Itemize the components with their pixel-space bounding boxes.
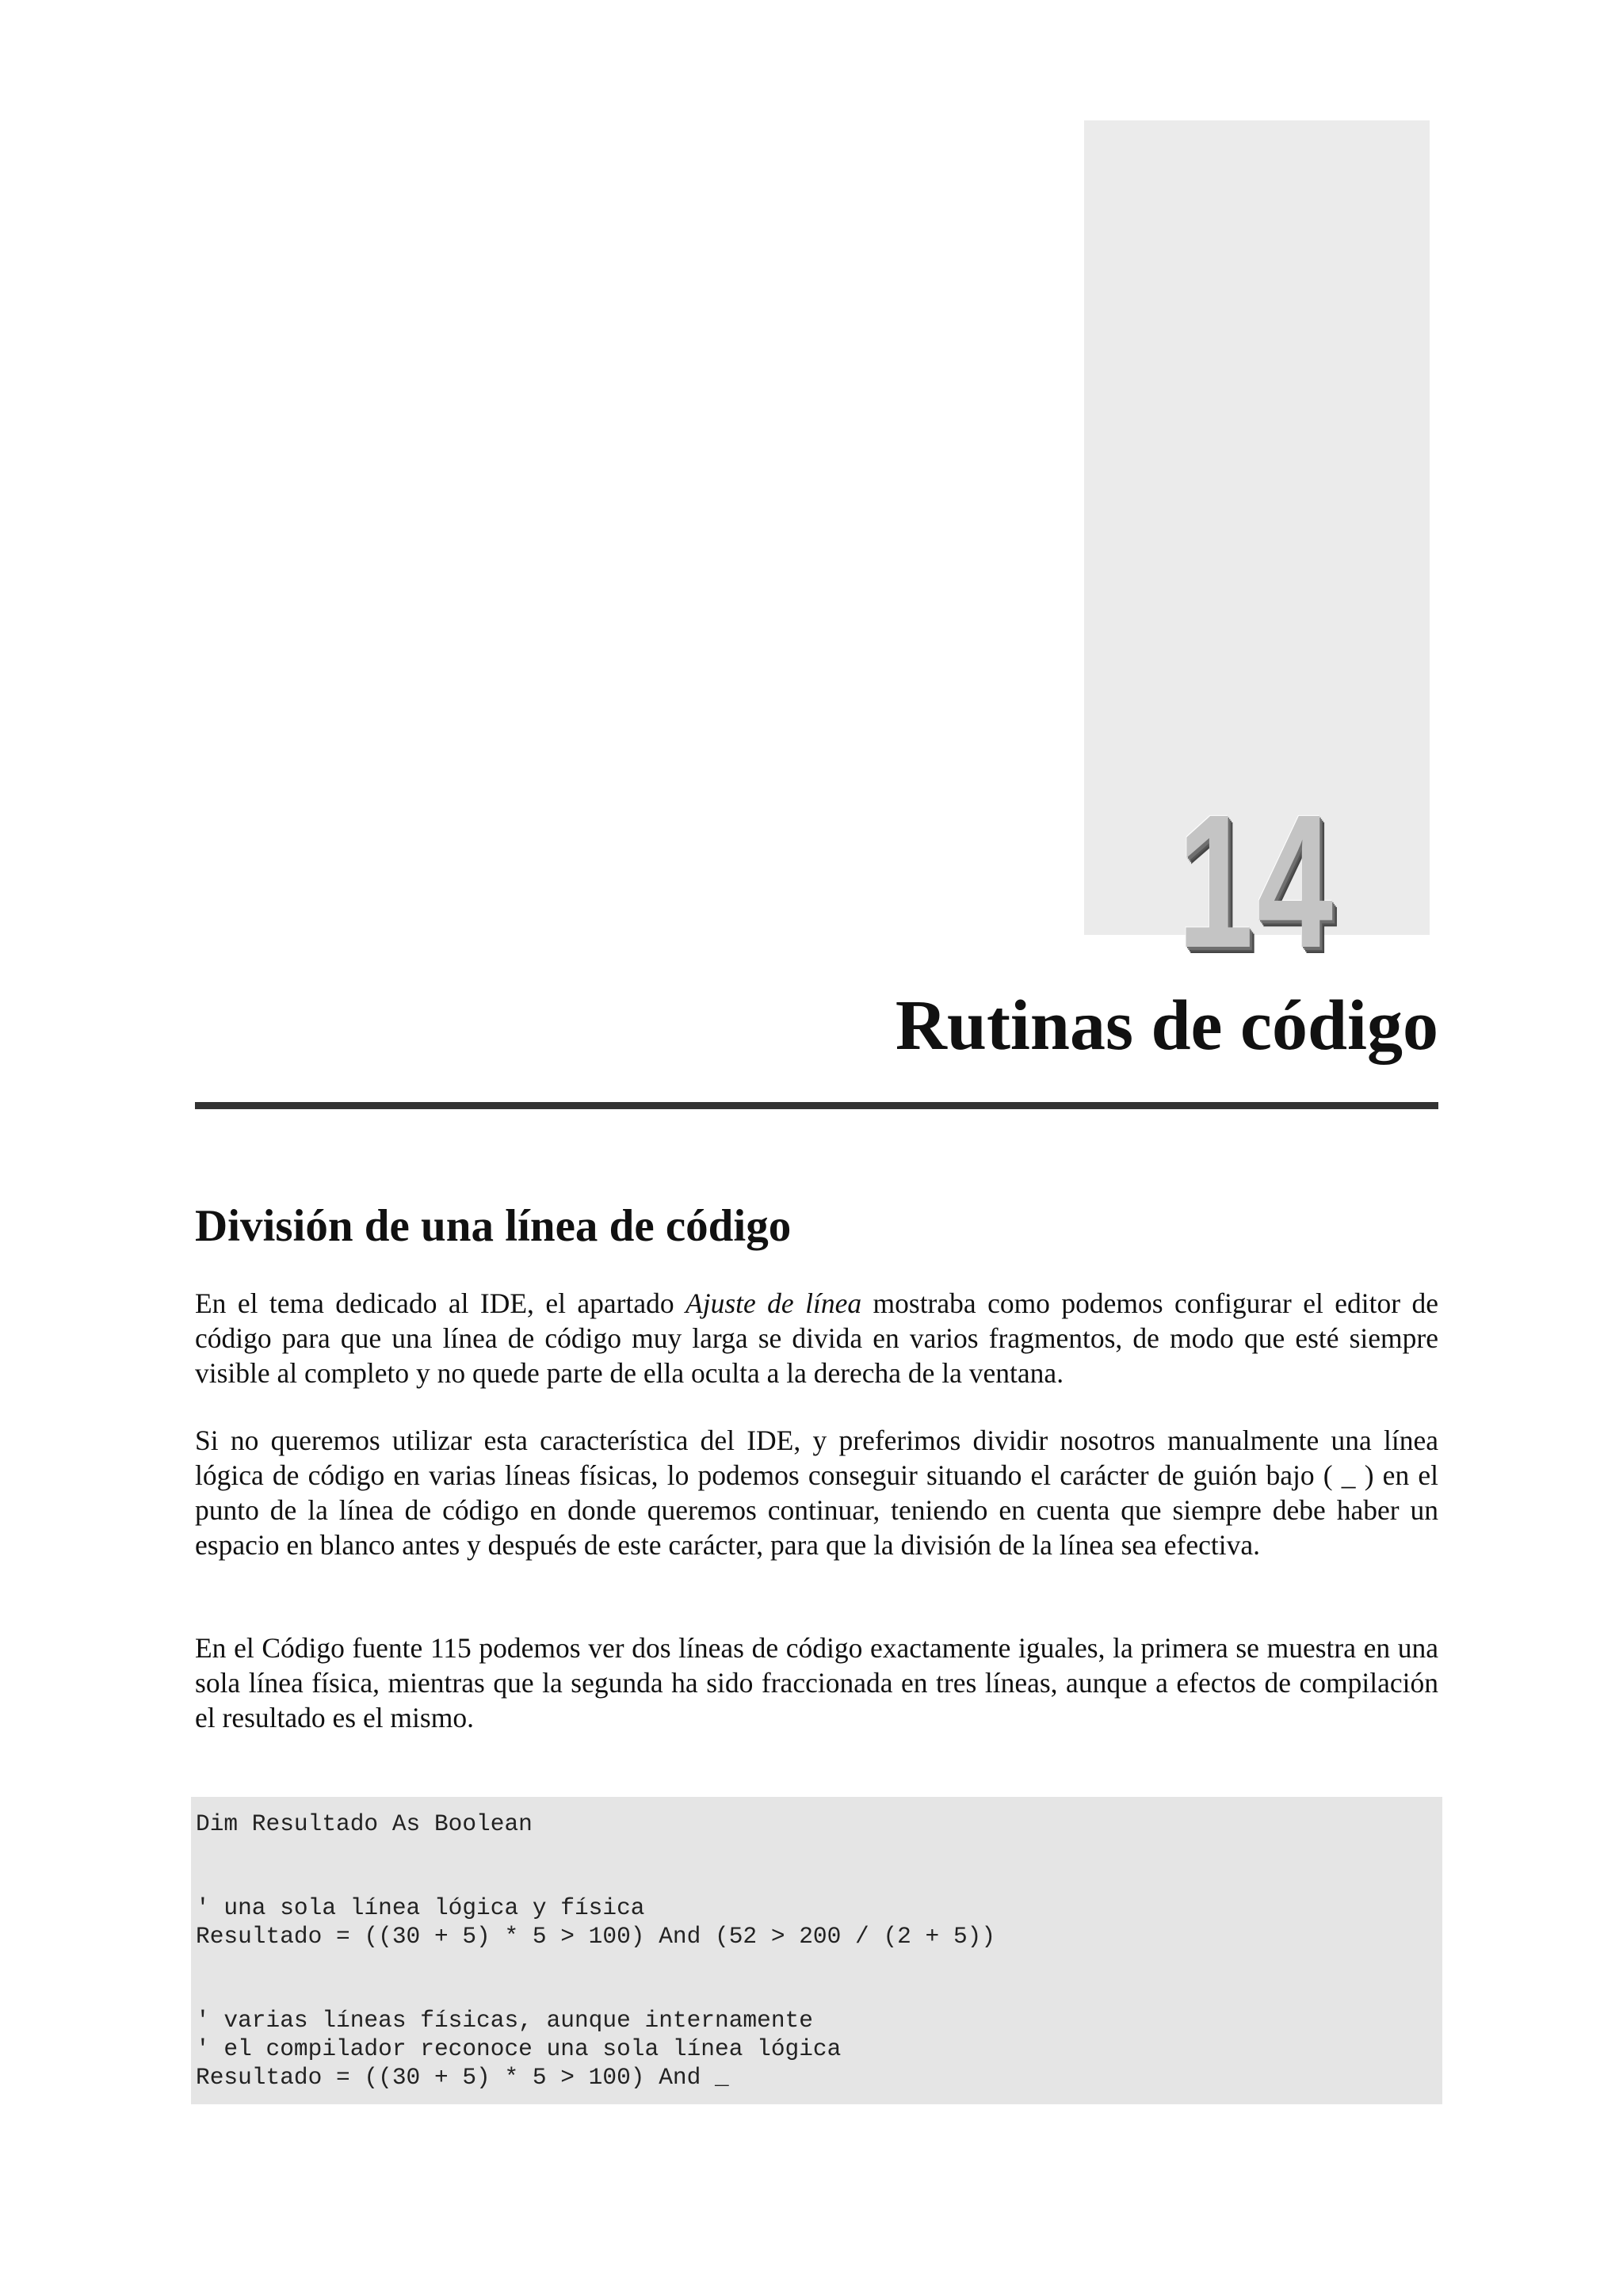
chapter-title: Rutinas de código	[895, 986, 1438, 1065]
code-comment-line: ' el compilador reconoce una sola línea lógica	[196, 2035, 842, 2062]
body-paragraph-code-sample-intro: En el Código fuente 115 podemos ver dos líneas de código exactamente iguales, la primera se muestra en una sola línea física, mientras que la segunda ha sido fraccionada en tres líneas, aunque a efectos de compilación el resultado es el mismo.	[195, 1632, 1438, 1733]
code-comment-line: ' varias líneas físicas, aunque internamente	[196, 2007, 813, 2034]
chapter-number-panel	[1084, 120, 1430, 987]
code-line: Resultado = ((30 + 5) * 5 > 100) And (52 > 200 / (2 + 5))	[196, 1923, 996, 1950]
chapter-number: 14	[1177, 775, 1337, 987]
emphasis-ajuste-de-linea: Ajuste de línea	[685, 1287, 862, 1319]
body-paragraph-underscore-continuation: Si no queremos utilizar esta característica del IDE, y preferimos dividir nosotros manualmente una línea lógica de código en varias líneas físicas, lo podemos conseguir situando el carácter de guión bajo ( _ ) en el punto de la línea de código en donde queremos continuar, teniendo en cuenta que siempre debe haber un espacio en blanco antes y después de este carácter, para que la división de la línea sea efectiva.	[195, 1425, 1438, 1561]
code-listing	[191, 1797, 1442, 2104]
title-divider	[195, 1102, 1438, 1109]
code-comment-line: ' una sola línea lógica y física	[196, 1894, 645, 1921]
code-line: Dim Resultado As Boolean	[196, 1810, 533, 1837]
section-heading: División de una línea de código	[195, 1201, 792, 1251]
paragraph-text: mostraba como podemos configurar el editor de código para que una línea de código muy larga se divida en varios fragmentos, de modo que esté siempre visible al completo y no quede parte de ella oculta a la derecha de la ventana.	[195, 1287, 1438, 1389]
body-paragraph-ide-line-wrap	[195, 1286, 1438, 1390]
code-line: Resultado = ((30 + 5) * 5 > 100) And _	[196, 2064, 729, 2091]
paragraph-text: En el tema dedicado al IDE, el apartado	[195, 1287, 686, 1319]
